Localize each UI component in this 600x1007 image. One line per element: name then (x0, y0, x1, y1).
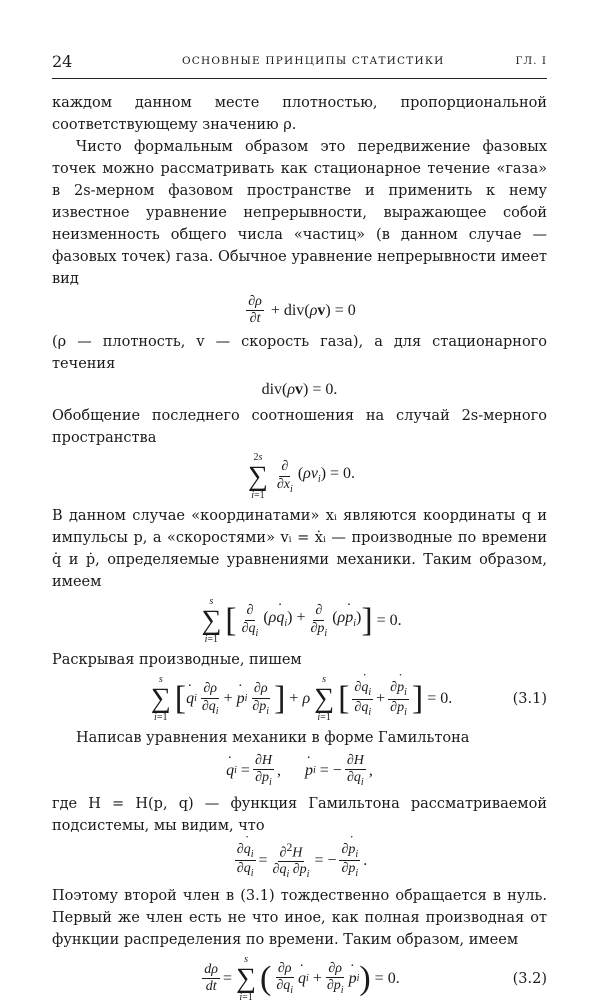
paragraph-1: каждом данном месте плотностью, пропорциональной соответствующему значению ρ. (52, 95, 547, 133)
equation-number-3-1: (3.1) (512, 691, 547, 708)
running-title: ОСНОВНЫЕ ПРИНЦИПЫ СТАТИСТИКИ (182, 55, 445, 67)
page-number: 24 (52, 52, 73, 71)
paragraph-7: Написав уравнения механики в форме Гамильтона (76, 730, 470, 747)
paragraph-9: Поэтому второй член в (3.1) тождественно обращается в нуль. Первый же член есть не что иное, как полная производная от функции распределения по времени. Таким образом, имеем (52, 887, 547, 948)
page-body (52, 92, 547, 1007)
running-header (52, 52, 547, 72)
equation-3-1: s ∑ i=1 [ ˙ q i $\frac{\partial\rho}{\partial q_i}$ + ˙ p i $\frac{\partial\rho}{\partial p_i}$ ] + ρ s ∑ i=1 [ $\frac{\partial˙ q_i}{\partial q_i}$ + $\frac{\partial˙ p_i}{\partial p_i}$ ] = 0. (3.1) (52, 675, 547, 723)
paragraph-8: где H = H(p, q) — функция Гамильтона рассматриваемой подсистемы, мы видим, что (52, 795, 547, 834)
chapter-label: ГЛ. I (515, 55, 547, 67)
paragraph-4: Обобщение последнего соотношения на случай 2s-мерного пространства (52, 408, 547, 447)
paragraph-3: (ρ — плотность, v — скорость газа), а для стационарного течения (52, 334, 547, 373)
equation-number-3-2: (3.2) (512, 970, 547, 987)
paragraph-6: Раскрывая производные, пишем (52, 652, 302, 669)
paragraph-2: Чисто формальным образом это передвижение фазовых точек можно рассматривать как стационарное течение «газа» в 2s-мерном фазовом пространстве и применить к нему известное уравнение непрерывности, выражающее собой неизменность общего числа «частиц» (в данном случае — фазовых точек) газа. Обычное уравнение непрерывности имеет вид (52, 139, 547, 287)
equation-qp-form: s ∑ i=1 [ $\frac{\partial}{\partial q_i}$ (ρ˙ $q_i$) + $\frac{\partial}{\partial p_i}$ (ρ˙ $p_i$) ] = 0. (52, 597, 547, 645)
equation-3-2: $\frac{d\rho}{dt}$ = s ∑ i=1 ( $\frac{\partial\rho}{\partial q_i}$ ˙ q i + $\frac{\partial\rho}{\partial p_i}$ ˙ p i ) = 0. (3.2) (52, 955, 547, 1003)
paragraph-5: В данном случае «координатами» xᵢ являются координаты q и импульсы p, а «скоростями» vᵢ = ẋᵢ — производные по времени q̇ и ṗ, определяемые уравнениями механики. Таким образом, имеем (52, 508, 547, 591)
equation-derivatives: $\frac{\partial˙ q_i}{\partial q_i}$ = $\frac{\partial^2H}{\partial q_i \partial p_i}$ = − $\frac{\partial˙ p_i}{\partial p_i}$ . (52, 841, 547, 881)
equation-hamilton: ˙ q i = $\frac{\partial H}{\partial p_i}$ , ˙ p i = − $\frac{\partial H}{\partial q_i}$ , (52, 753, 547, 788)
header-rule (52, 78, 547, 79)
equation-continuity: $\frac{\partial\rho}{\partial t}$ + div(ρv) = 0 (248, 294, 356, 327)
equation-2s-dim: 2s ∑ i=1 $\frac{\partial}{\partial x_i}$ $(\rho v_i) = 0$. (247, 452, 356, 502)
equation-stationary: div(ρv) = 0. (261, 381, 338, 399)
